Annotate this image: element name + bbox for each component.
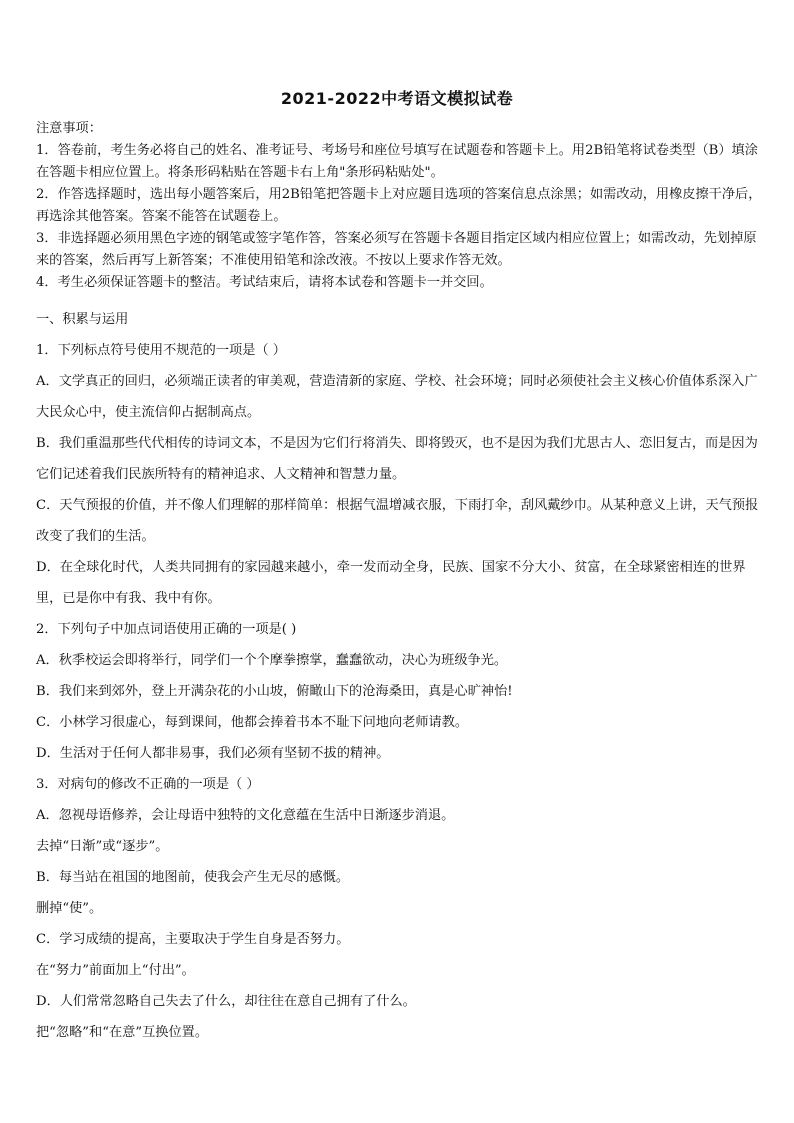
question-stem: 2．下列句子中加点词语使用正确的一项是( ): [36, 622, 297, 637]
option-d: D．生活对于任何人都非易事，我们必须有坚韧不拔的精神。: [36, 746, 390, 761]
option-fix: 删掉“使”。: [36, 901, 103, 916]
notice-block: [36, 118, 766, 294]
notice-heading: 注意事项：: [36, 121, 102, 136]
option-c: C．学习成绩的提高，主要取决于学生自身是否努力。: [36, 932, 350, 947]
option-c: C．小林学习很虚心，每到课间，他都会捧着书本不耻下问地向老师请教。: [36, 715, 469, 730]
notice-item: 1．答卷前，考生务必将自己的姓名、准考证号、考场号和座位号填写在试题卷和答题卡上。用2B铅笔将试卷类型（B）填涂在答题卡相应位置上。将条形码粘贴在答题卡右上角"条形码粘贴处"。: [36, 143, 758, 180]
notice-item: 3．非选择题必须用黑色字迹的钢笔或签字笔作答，答案必须写在答题卡各题目指定区域内相应位置上；如需改动，先划掉原来的答案，然后再写上新答案；不准使用铅笔和涂改液。不按以上要求作答无效。: [36, 231, 757, 268]
option-b: B．每当站在祖国的地图前，使我会产生无尽的感慨。: [36, 870, 350, 885]
option-a: A．秋季校运会即将举行，同学们一个个摩拳擦掌，蠢蠢欲动，决心为班级争光。: [36, 653, 508, 668]
option-fix: 把“忽略”和“在意”互换位置。: [36, 1025, 209, 1040]
option-d: D．人们常常忽略自己失去了什么，却往往在意自己拥有了什么。: [36, 994, 416, 1009]
page-title: 2021-2022中考语文模拟试卷: [280, 89, 514, 108]
notice-item: 4．考生必须保证答题卡的整洁。考试结束后，请将本试卷和答题卡一并交回。: [36, 275, 493, 290]
notice-item: 2．作答选择题时，选出每小题答案后，用2B铅笔把答题卡上对应题目选项的答案信息点涂黑；如需改动，用橡皮擦干净后，再选涂其他答案。答案不能答在试题卷上。: [36, 187, 762, 224]
option-fix: 去掉“日渐”或“逐步”。: [36, 839, 169, 854]
questions-block: [36, 304, 766, 1048]
section-heading: 一、积累与运用: [36, 312, 129, 327]
option-b: B．我们来到郊外，登上开满杂花的小山坡，俯瞰山下的沧海桑田，真是心旷神怡!: [36, 684, 513, 699]
option-d: D．在全球化时代，人类共同拥有的家园越来越小，牵一发而动全身，民族、国家不分大小、贫富，在全球紧密相连的世界里，已是你中有我、我中有你。: [36, 560, 746, 606]
option-fix: 在“努力”前面加上“付出”。: [36, 963, 195, 978]
option-c: C．天气预报的价值，并不像人们理解的那样简单：根据气温增减衣服，下雨打伞，刮风戴纱巾。从某种意义上讲，天气预报改变了我们的生活。: [36, 498, 759, 544]
question-stem: 3．对病句的修改不正确的一项是（ ）: [36, 777, 260, 792]
option-b: B．我们重温那些代代相传的诗词文本，不是因为它们行将消失、即将毁灭，也不是因为我们尤思古人、恋旧复古，而是因为它们记述着我们民族所特有的精神追求、人文精神和智慧力量。: [36, 436, 758, 482]
option-a: A．文学真正的回归，必须端正读者的审美观，营造清新的家庭、学校、社会环境；同时必须使社会主义核心价值体系深入广大民众心中，使主流信仰占据制高点。: [36, 374, 758, 420]
option-a: A．忽视母语修养，会让母语中独特的文化意蕴在生活中日渐逐步消退。: [36, 808, 455, 823]
question-stem: 1．下列标点符号使用不规范的一项是（ ）: [36, 343, 286, 358]
